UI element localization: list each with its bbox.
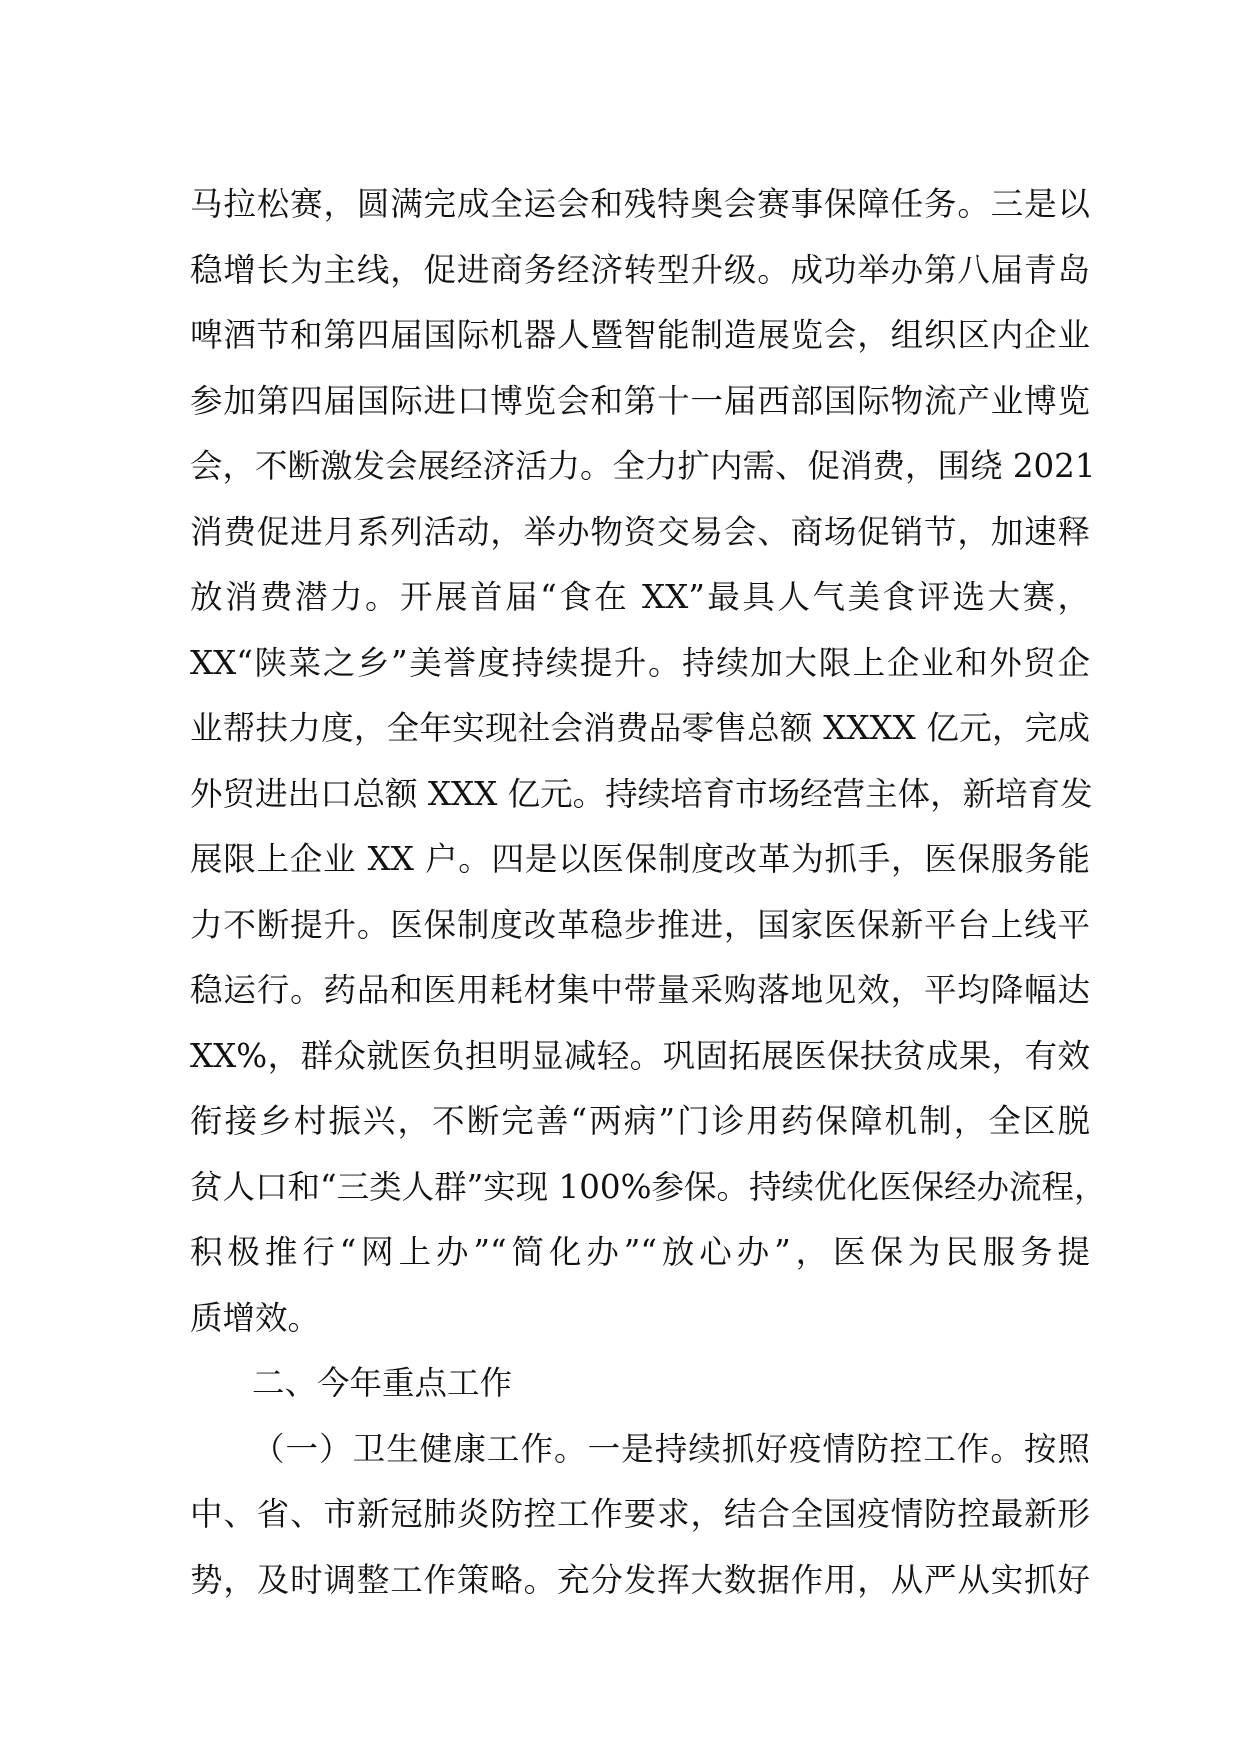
text-line: 放消费潜力。开展首届“食在 XX”最具人气美食评选大赛， <box>190 578 1090 616</box>
section-heading: 二、今年重点工作 <box>252 1364 513 1402</box>
text-line: 稳运行。药品和医用耗材集中带量采购落地见效，平均降幅达 <box>190 971 1090 1009</box>
text-line: 业帮扶力度，全年实现社会消费品零售总额 XXXX 亿元，完成 <box>190 709 1090 747</box>
text-line: XX“陕菜之乡”美誉度持续提升。持续加大限上企业和外贸企 <box>190 643 1090 682</box>
text-line: XX%，群众就医负担明显减轻。巩固拓展医保扶贫成果，有效 <box>190 1036 1090 1075</box>
text-line: 稳增长为主线，促进商务经济转型升级。成功举办第八届青岛 <box>190 250 1090 289</box>
document-body <box>190 172 1107 1613</box>
text-line: （一）卫生健康工作。一是持续抓好疫情防控工作。按照 <box>252 1429 1090 1468</box>
text-line: 积极推行“网上办”“简化办”“放心办”，医保为民服务提 <box>190 1233 1090 1271</box>
text-line: 马拉松赛，圆满完成全运会和残特奥会赛事保障任务。三是以 <box>190 185 1090 223</box>
text-line: 啤酒节和第四届国际机器人暨智能制造展览会，组织区内企业 <box>190 316 1090 354</box>
text-line: 贫人口和“三类人群”实现 100%参保。持续优化医保经办流程， <box>190 1167 1107 1206</box>
paragraph-health-work <box>190 1417 1090 1614</box>
text-line: 展限上企业 XX 户。四是以医保制度改革为抓手，医保服务能 <box>190 840 1090 878</box>
text-line: 力不断提升。医保制度改革稳步推进，国家医保新平台上线平 <box>190 905 1090 944</box>
text-line: 衔接乡村振兴，不断完善“两病”门诊用药保障机制，全区脱 <box>190 1102 1090 1140</box>
text-line: 外贸进出口总额 XXX 亿元。持续培育市场经营主体，新培育发 <box>190 774 1093 813</box>
text-line: 质增效。 <box>190 1298 321 1337</box>
text-line: 中、省、市新冠肺炎防控工作要求，结合全国疫情防控最新形 <box>190 1495 1090 1533</box>
paragraph-achievements <box>190 172 1107 1351</box>
text-line: 参加第四届国际进口博览会和第十一届西部国际物流产业博览 <box>190 381 1090 420</box>
text-line: 势，及时调整工作策略。充分发挥大数据作用，从严从实抓好 <box>190 1560 1090 1599</box>
text-line: 消费促进月系列活动，举办物资交易会、商场促销节，加速释 <box>190 512 1090 551</box>
text-line: 会，不断激发会展经济活力。全力扩内需、促消费，围绕 2021 <box>190 447 1096 485</box>
